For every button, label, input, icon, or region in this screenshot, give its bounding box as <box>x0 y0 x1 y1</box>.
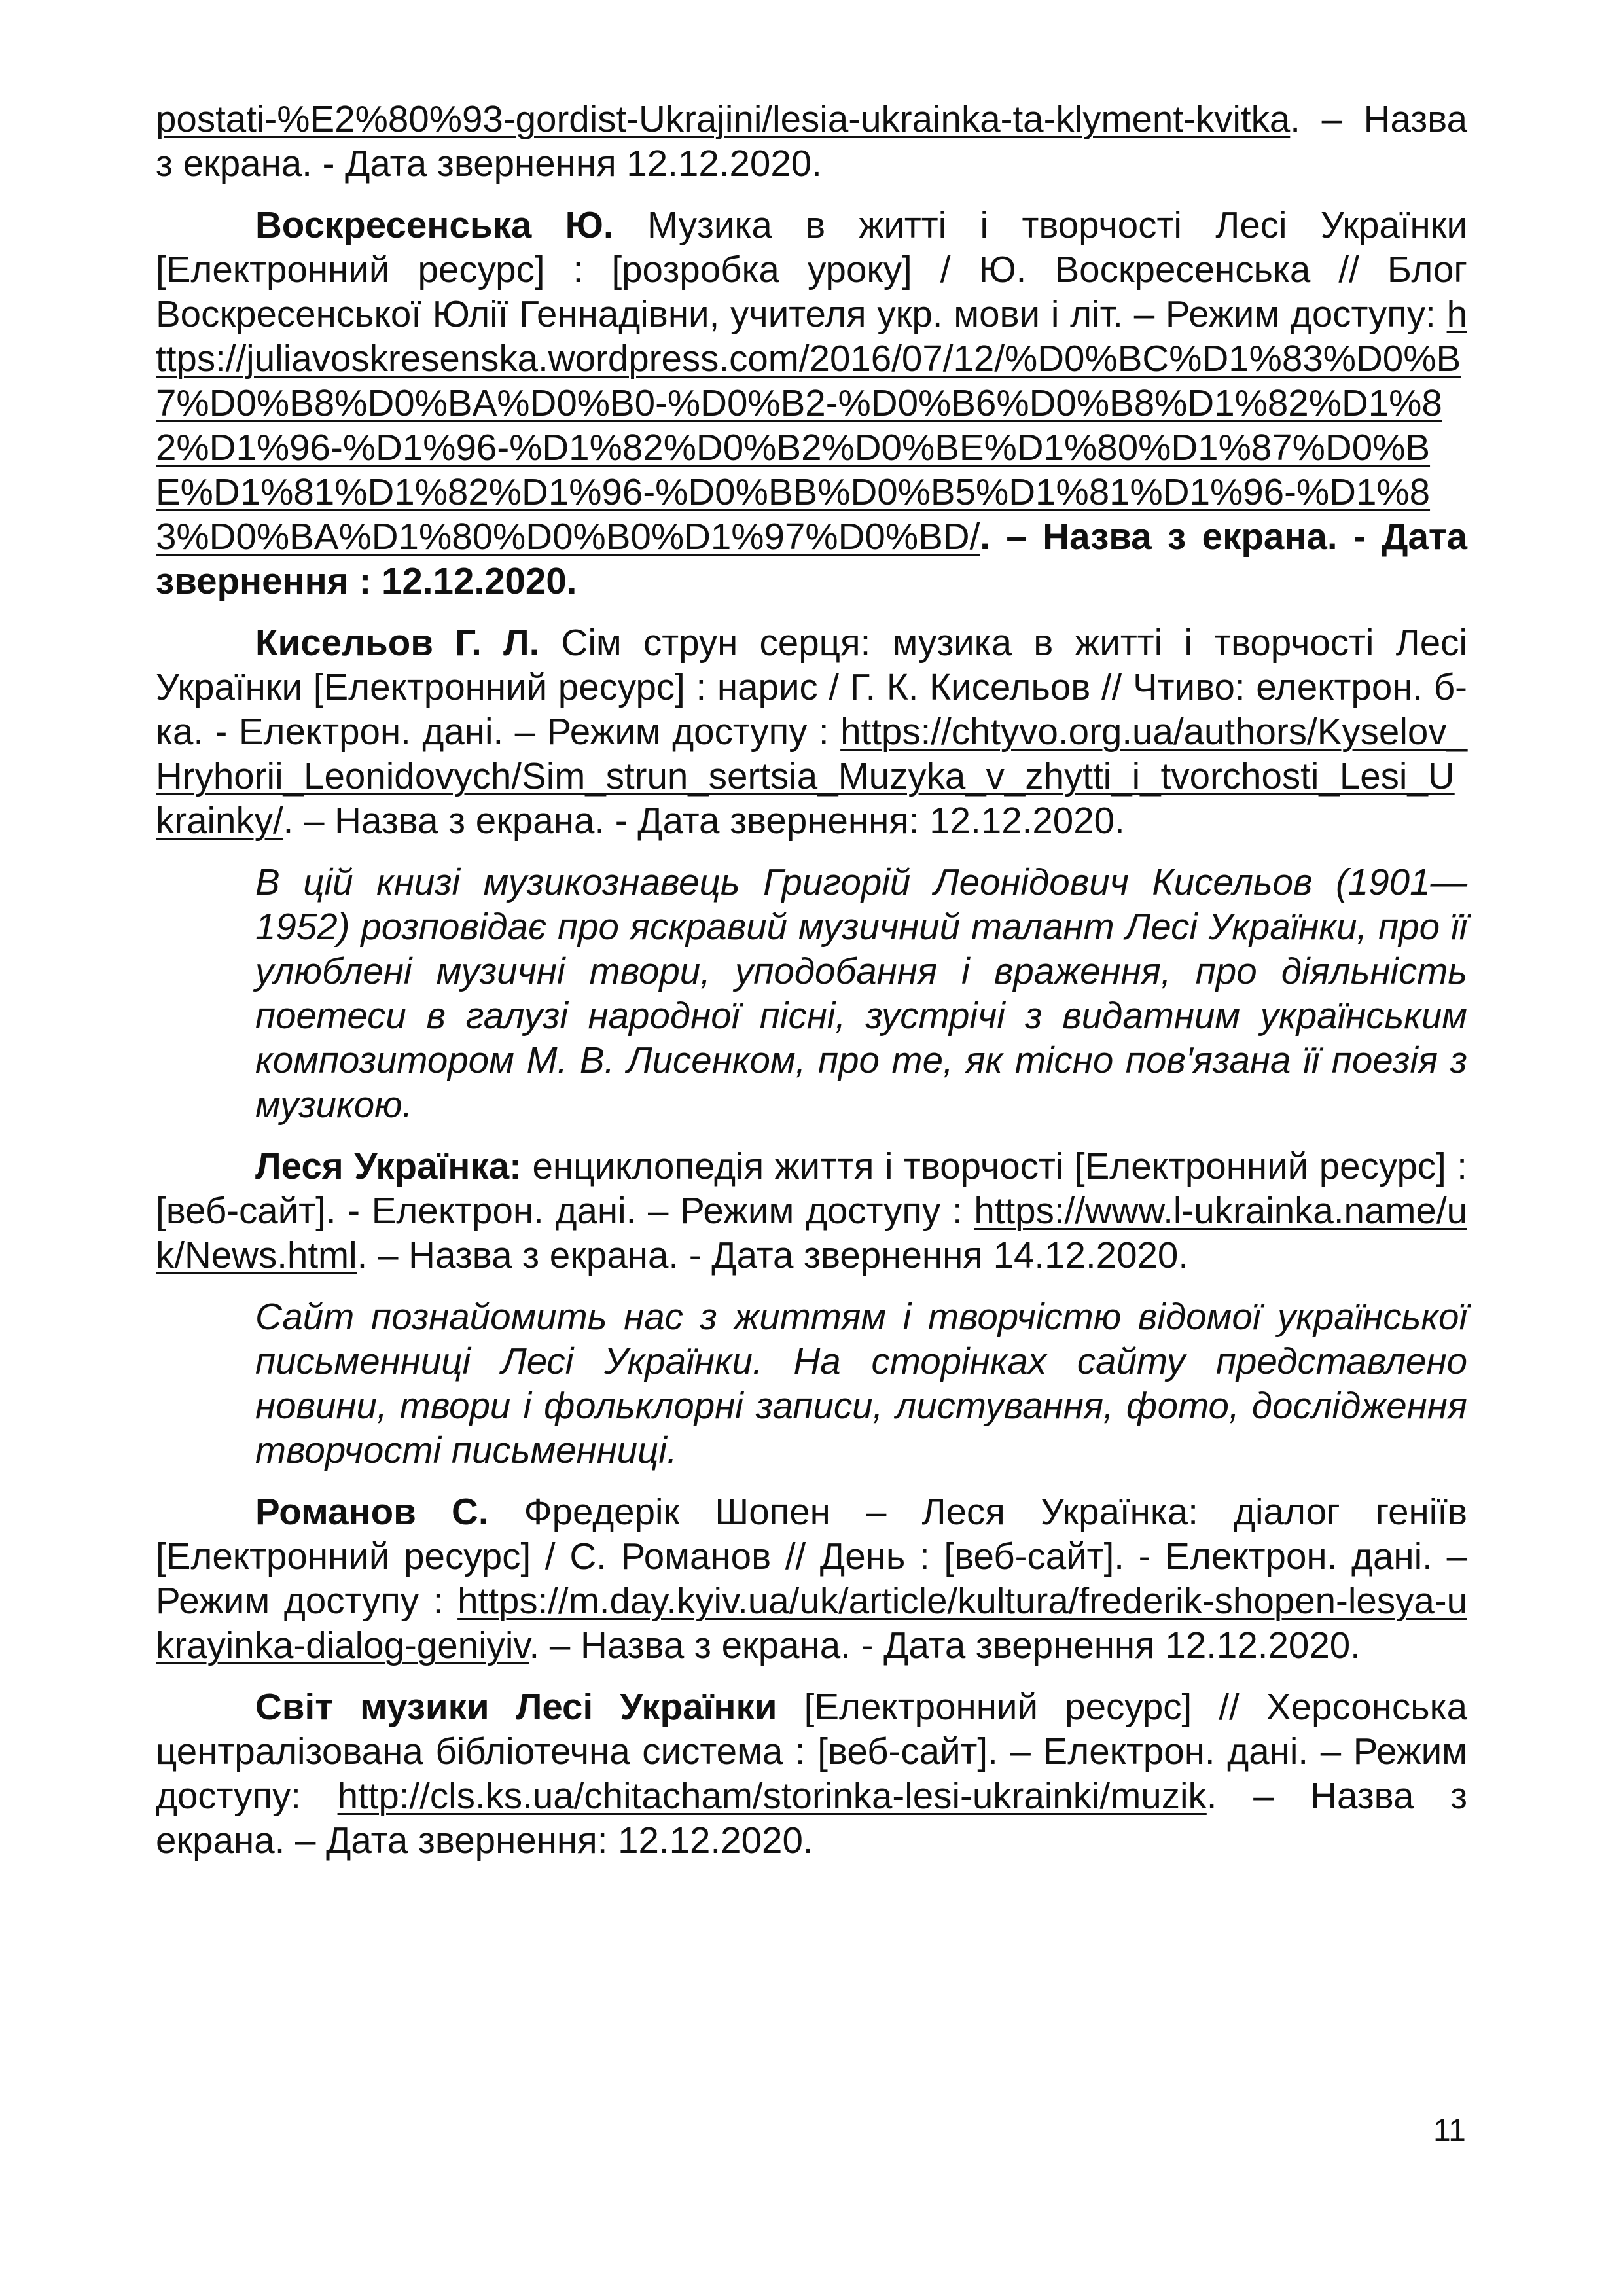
entry-tail: . – Назва з екрана. - Дата звернення : 12.12.2020. <box>156 516 1467 601</box>
entry-tail: . – Назва з екрана. - Дата звернення 12.12.2020. <box>529 1624 1361 1666</box>
entry-description: Сім струн серця: музика в житті і творчості Лесі Українки [Електронний ресурс] : нарис / Г. К. Кисельов // Чтиво: електрон. б-ка. - Електрон. дані. – Режим доступу : <box>156 622 1467 752</box>
entry-author: Романов С. <box>255 1491 489 1532</box>
entry-link[interactable]: https://juliavoskresenska.wordpress.com/2016/07/12/%D0%BC%D1%83%D0%B7%D0%B8%D0%BA%D0%B0-%D0%B2-%D0%B6%D0%B8%D1%82%D1%82%D1%96-%D1%96-%D1%82%D0%B2%D0%BE%D1%80%D1%87%D0%BE%D1%81%D1%82%D1%96-%D0%BB%D0%B5%D1%81%D1%96-%D1%83%D0%BA%D1%80%D0%B0%D1%97%D0%BD/ <box>156 293 1467 557</box>
entry-link[interactable]: https://www.l-ukrainka.name/uk/News.html <box>156 1190 1467 1276</box>
continuation-tail: . – Назва з екрана. - Дата звернення 12.12.2020. <box>156 98 1467 184</box>
bibliography-entry <box>156 1490 1467 1668</box>
entry-annotation: Сайт познайомить нас з життям і творчістю відомої української письменниці Лесі Українки. На сторінках сайту представлено новини, твори і фольклорні записи, листування, фото, дослідження творчості письменниці. <box>255 1296 1467 1471</box>
entry-description: енциклопедія життя і творчості [Електронний ресурс] : [веб-сайт]. - Електрон. дані. – Режим доступу : <box>156 1145 1467 1231</box>
bibliography-entry <box>156 1685 1467 1863</box>
entry-author: Кисельов Г. Л. <box>255 622 540 663</box>
page-number: 11 <box>1433 2113 1466 2148</box>
entry-tail: . – Назва з екрана. – Дата звернення: 12.12.2020. <box>156 1775 1467 1861</box>
entry-description: Музика в житті і творчості Лесі Українки [Електронний ресурс] : [розробка уроку] / Ю. Воскресенська // Блог Воскресенської Юлії Геннадівни, учителя укр. мови і літ. – Режим доступу: <box>156 204 1467 334</box>
entry-description: Фредерік Шопен – Леся Українка: діалог геніїв [Електронний ресурс] / С. Романов // День : [веб-сайт]. - Електрон. дані. – Режим доступу : <box>156 1491 1467 1621</box>
continuation-link[interactable]: postati-%E2%80%93-gordist-Ukrajini/lesia-ukrainka-ta-klyment-kvitka <box>156 98 1291 139</box>
entry-tail: . – Назва з екрана. - Дата звернення 14.12.2020. <box>357 1234 1189 1276</box>
bibliography-entry <box>156 620 1467 843</box>
entry-link[interactable]: http://cls.ks.ua/chitacham/storinka-lesi-ukrainki/muzik <box>337 1775 1207 1816</box>
entry-author: Воскресенська Ю. <box>255 204 614 245</box>
entry-author: Леся Українка: <box>255 1145 522 1187</box>
entry-author: Світ музики Лесі Українки <box>255 1686 777 1727</box>
bibliography-entry <box>156 203 1467 603</box>
continuation-paragraph <box>156 97 1467 186</box>
entry-description: [Електронний ресурс] // Херсонська централізована бібліотечна система : [веб-сайт]. – Електрон. дані. – Режим доступу: <box>156 1686 1468 1816</box>
entry-annotation: В цій книзі музикознавець Григорій Леонідович Кисельов (1901—1952) розповідає про яскравий музичний талант Лесі Українки, про її улюблені музичні твори, уподобання і враження, про діяльність поетеси в галузі народної пісні, зустрічі з видатним українським композитором М. В. Лисенком, про те, як тісно пов'язана її поезія з музикою. <box>255 861 1467 1125</box>
document-page <box>156 97 1467 1880</box>
bibliography-entry <box>156 1144 1467 1278</box>
entry-link[interactable]: https://chtyvo.org.ua/authors/Kyselov_Hryhorii_Leonidovych/Sim_strun_sertsia_Muzyka_v_zhytti_i_tvorchosti_Lesi_Ukrainky/ <box>156 711 1467 841</box>
entry-link[interactable]: https://m.day.kyiv.ua/uk/article/kultura/frederik-shopen-lesya-ukrayinka-dialog-geniyiv <box>156 1580 1467 1666</box>
entry-tail: . – Назва з екрана. - Дата звернення: 12.12.2020. <box>283 800 1125 841</box>
